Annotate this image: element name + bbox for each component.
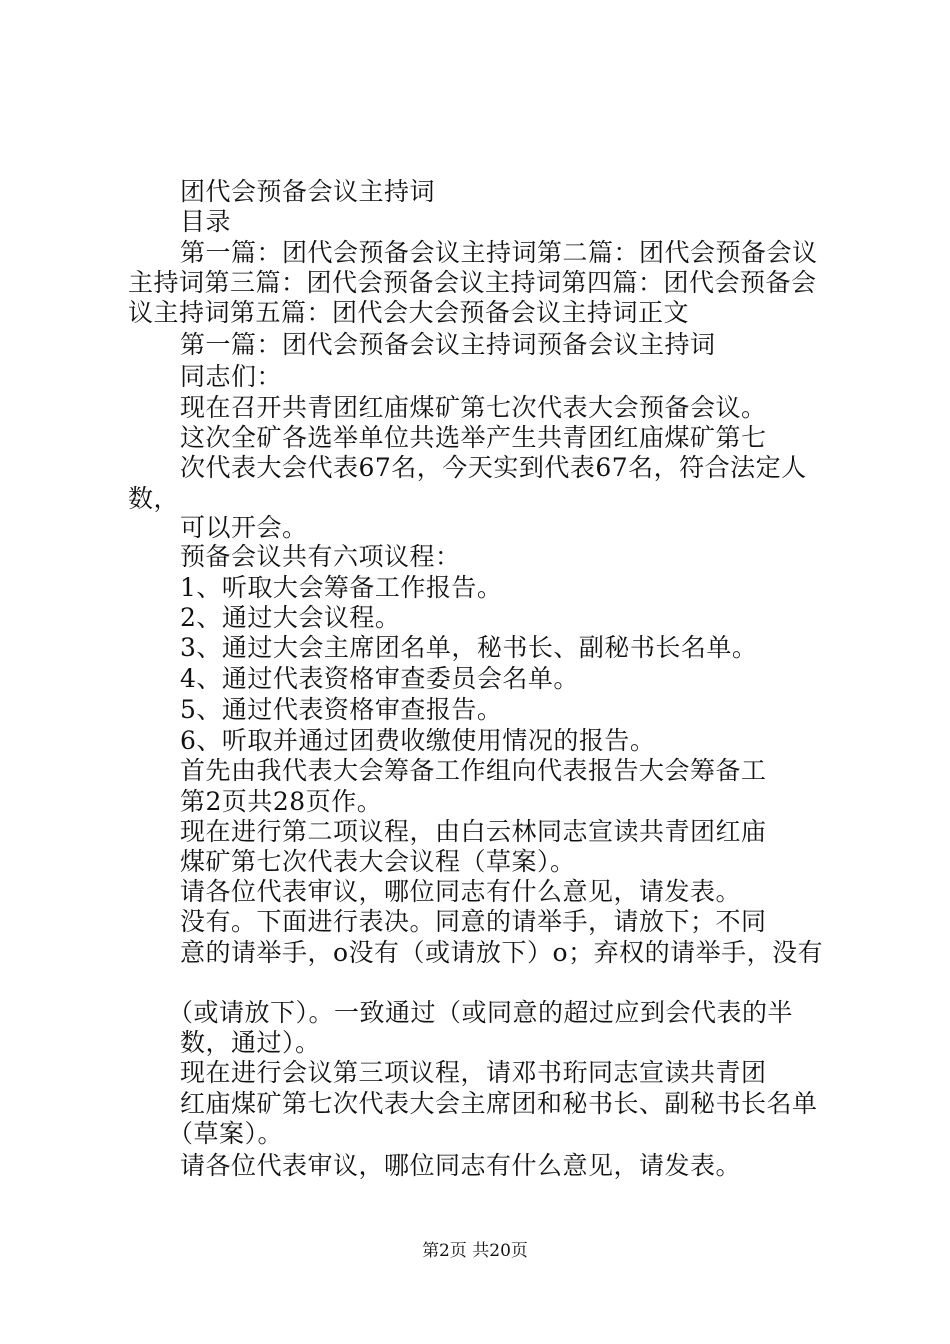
- toc-line: 议主持词第五篇：团代会大会预备会议主持词正文: [128, 298, 690, 327]
- body-line: （或请放下）。一致通过（或同意的超过应到会代表的半: [168, 998, 794, 1027]
- body-line: 现在召开共青团红庙煤矿第七次代表大会预备会议。: [180, 393, 767, 422]
- body-line: 没有。下面进行表决。同意的请举手，请放下；不同: [180, 907, 767, 936]
- agenda-item: 2、通过大会议程。: [180, 603, 401, 632]
- body-line: 可以开会。: [180, 513, 308, 542]
- toc-line: 主持词第三篇：团代会预备会议主持词第四篇：团代会预备会: [128, 268, 817, 297]
- body-line: 第2页共28页作。: [180, 787, 383, 816]
- body-line: 请各位代表审议，哪位同志有什么意见，请发表。: [180, 1151, 742, 1180]
- body-line: 同志们：: [180, 362, 283, 391]
- agenda-item: 4、通过代表资格审查委员会名单。: [180, 664, 579, 693]
- agenda-item: 1、听取大会筹备工作报告。: [180, 573, 503, 602]
- body-line: 煤矿第七次代表大会议程（草案）。: [180, 847, 576, 876]
- body-line: 现在进行会议第三项议程，请邓书珩同志宣读共青团: [180, 1058, 767, 1087]
- agenda-item: 6、听取并通过团费收缴使用情况的报告。: [180, 726, 656, 755]
- body-line: （草案）。: [168, 1119, 284, 1148]
- agenda-item: 5、通过代表资格审查报告。: [180, 695, 503, 724]
- body-line: 数，: [128, 484, 180, 513]
- body-line: 这次全矿各选举单位共选举产生共青团红庙煤矿第七: [180, 423, 767, 452]
- body-line: 数，通过）。: [180, 1028, 321, 1057]
- toc-line: 第一篇：团代会预备会议主持词第二篇：团代会预备会议: [180, 238, 818, 267]
- body-line: 意的请举手，o没有（或请放下）o；弃权的请举手，没有: [180, 938, 824, 967]
- body-line: 红庙煤矿第七次代表大会主席团和秘书长、副秘书长名单: [180, 1089, 818, 1118]
- agenda-item: 3、通过大会主席团名单，秘书长、副秘书长名单。: [180, 633, 758, 662]
- page-footer: 第2页 共20页: [422, 1241, 528, 1261]
- body-line: 预备会议共有六项议程：: [180, 542, 461, 571]
- toc-heading: 目录: [180, 207, 232, 236]
- body-line: 请各位代表审议，哪位同志有什么意见，请发表。: [180, 877, 742, 906]
- body-line: 首先由我代表大会筹备工作组向代表报告大会筹备工: [180, 756, 767, 785]
- body-line: 次代表大会代表67名，今天实到代表67名，符合法定人: [180, 453, 807, 482]
- section-heading: 第一篇：团代会预备会议主持词预备会议主持词: [180, 330, 716, 359]
- document-title: 团代会预备会议主持词: [180, 177, 436, 206]
- body-line: 现在进行第二项议程，由白云林同志宣读共青团红庙: [180, 817, 767, 846]
